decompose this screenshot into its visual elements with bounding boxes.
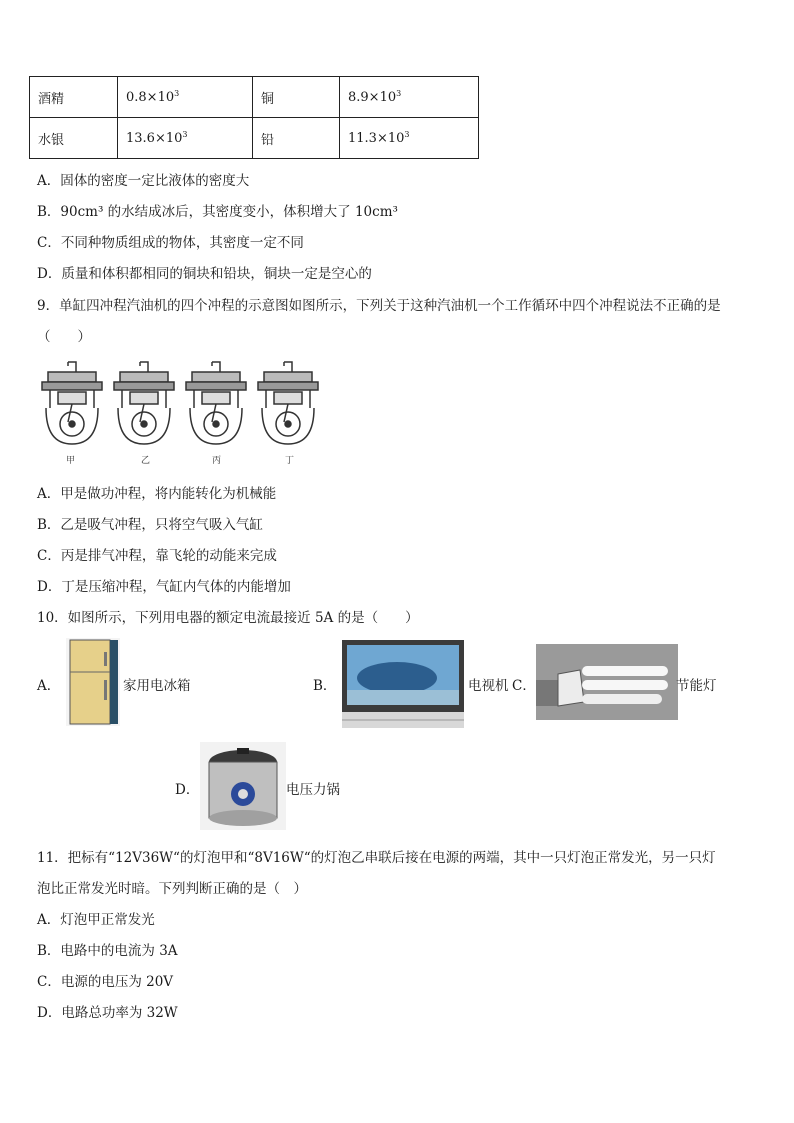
engine-label: 甲 — [66, 456, 76, 466]
table-cell: 铅 — [253, 118, 340, 159]
pressure-cooker-image — [200, 742, 286, 830]
table-cell: 酒精 — [30, 77, 118, 118]
table-cell: $11.3\times 10^3$ — [340, 118, 479, 159]
question-stem: 10．如图所示，下列用电器的额定电流最接近 5A 的是（ ） — [37, 610, 419, 626]
density-table — [29, 76, 479, 159]
option-b: B．乙是吸气冲程，只将空气吸入气缸 — [37, 517, 263, 533]
option-d: D．丁是压缩冲程，气缸内气体的内能增加 — [37, 579, 291, 595]
option-a-text: 家用电冰箱 — [123, 678, 191, 694]
option-d: D．电路总功率为 32W — [37, 1005, 178, 1021]
option-b-letter: B． — [313, 678, 337, 694]
tv-image — [342, 640, 464, 728]
engine-label: 丙 — [212, 456, 222, 466]
option-a: A．固体的密度一定比液体的密度大 — [37, 173, 250, 189]
option-c-text: 节能灯 — [676, 678, 717, 694]
option-b: B．电路中的电流为 3A — [37, 943, 178, 959]
table-cell: 铜 — [253, 77, 340, 118]
refrigerator-image — [66, 638, 120, 726]
question-stem: 9．单缸四冲程汽油机的四个冲程的示意图如图所示，下列关于这种汽油机一个工作循环中四个冲程说法不正确的是 — [37, 298, 721, 314]
option-d-letter: D． — [175, 782, 200, 798]
option-a: A．甲是做功冲程，将内能转化为机械能 — [37, 486, 277, 502]
table-cell: 水银 — [30, 118, 118, 159]
table-cell: $13.6\times 10^3$ — [118, 118, 253, 159]
question-stem: 11．把标有“12V36W“的灯泡甲和“8V16W“的灯泡乙串联后接在电源的两端，其中一只灯泡正常发光，另一只灯 — [37, 850, 716, 866]
answer-paren: （ ） — [37, 329, 91, 345]
option-b-text: 电视机 — [468, 678, 509, 694]
option-a: A．灯泡甲正常发光 — [37, 912, 155, 928]
option-c-letter: C． — [512, 678, 536, 694]
engine-label: 乙 — [141, 456, 151, 466]
option-b: B．90cm³ 的水结成冰后，其密度变小，体积增大了 10cm³ — [37, 204, 398, 220]
engine-label: 丁 — [285, 456, 295, 466]
option-d-text: 电压力锅 — [286, 782, 340, 798]
option-c: C．不同种物质组成的物体，其密度一定不同 — [37, 235, 304, 251]
option-c: C．丙是排气冲程，靠飞轮的动能来完成 — [37, 548, 277, 564]
question-stem-continued: 泡比正常发光时暗。下列判断正确的是（ ） — [37, 881, 307, 897]
table-row — [30, 77, 479, 118]
option-c: C．电源的电压为 20V — [37, 974, 174, 990]
table-cell: $8.9\times 10^3$ — [340, 77, 479, 118]
engine-strokes-diagram — [38, 356, 328, 451]
option-a-letter: A． — [37, 678, 61, 694]
option-d: D．质量和体积都相同的铜块和铅块，铜块一定是空心的 — [37, 266, 372, 282]
energy-saving-lamp-image — [536, 644, 678, 720]
table-row — [30, 118, 479, 159]
table-cell: $0.8\times 10^3$ — [118, 77, 253, 118]
